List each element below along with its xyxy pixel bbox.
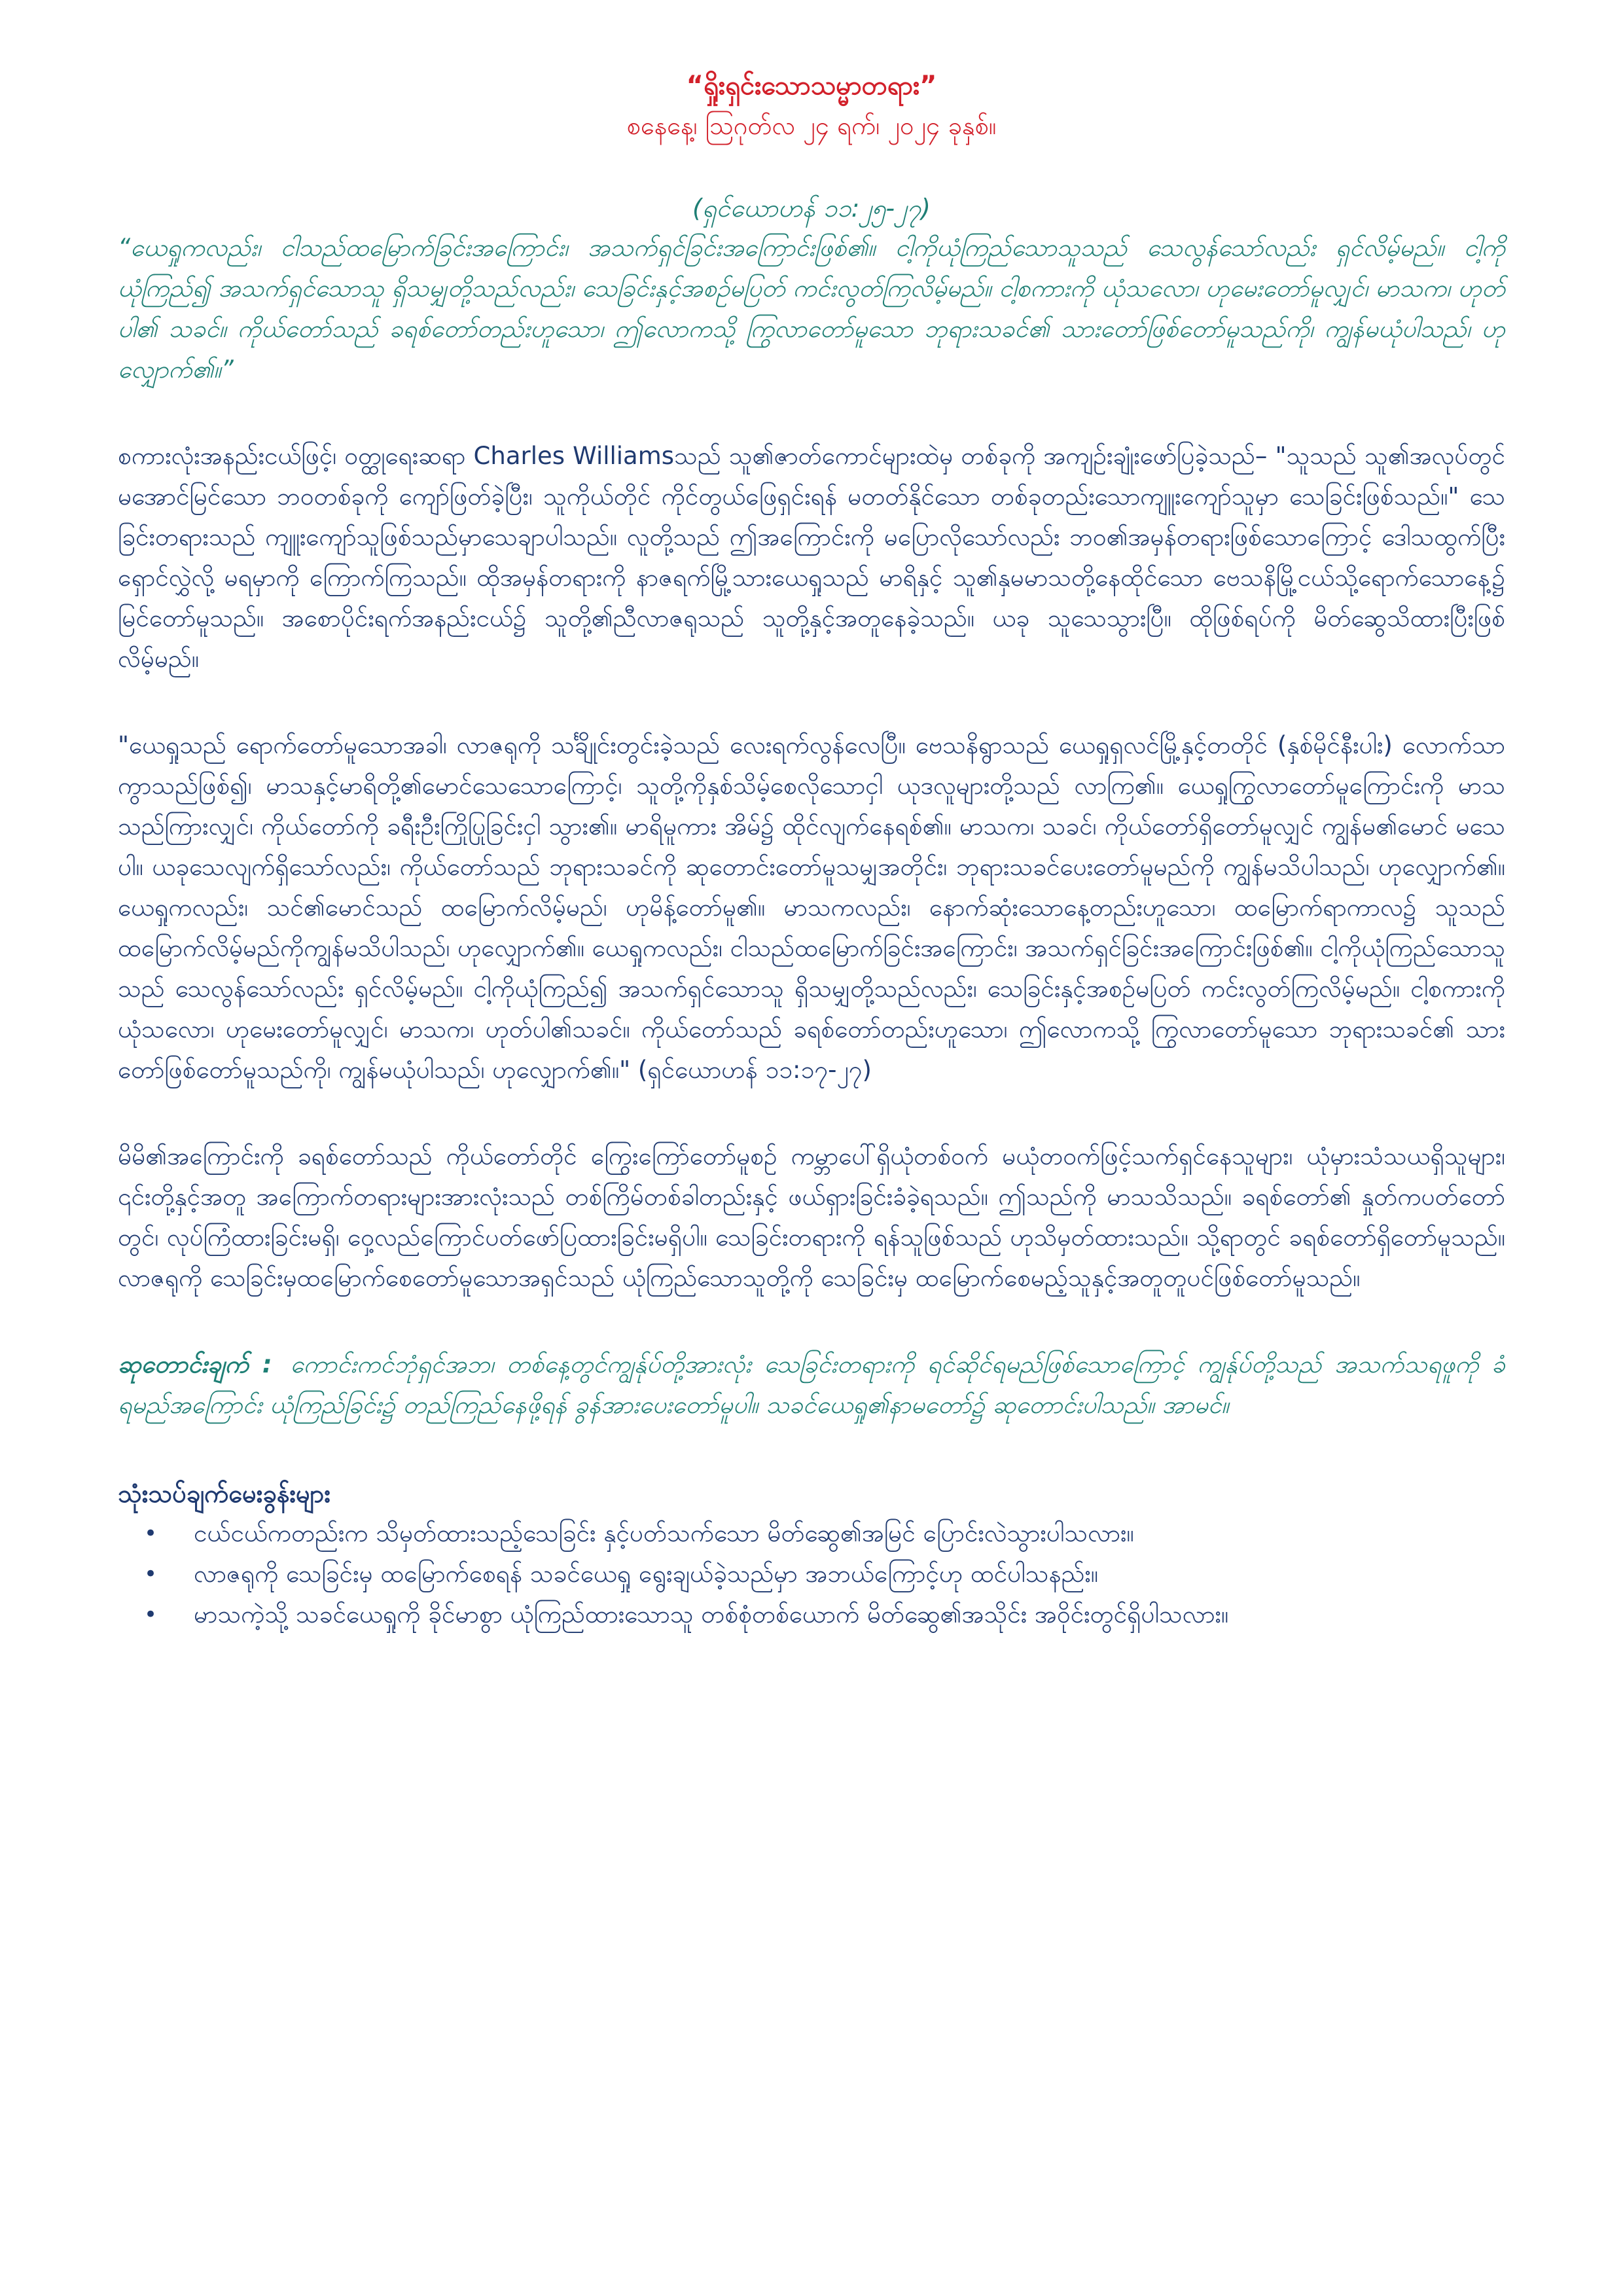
prayer-text: ကောင်းကင်ဘုံရှင်အဘ၊ တစ်နေ့တွင်ကျွန်ုပ်တို့အားလုံး သေခြင်းတရားကို ရင်ဆိုင်ရမည်ဖြစ်သောကြောင့် ကျွန်ုပ်တို့သည် အသက်သရဖူကို ခံရမည်အကြောင်း ယုံကြည်ခြင်း၌ တည်ကြည်နေဖို့ရန် ခွန်အားပေးတော်မူပါ။ သခင်ယေရှု၏နာမတော်၌ ဆုတောင်းပါသည်။ အာမင်။	[118, 1350, 1505, 1419]
questions-list	[118, 1513, 1505, 1635]
bullet-icon: •	[144, 1602, 158, 1628]
devotional-date: စနေနေ့၊ ဩဂုတ်လ ၂၄ ရက်၊ ၂၀၂၄ ခုနှစ်။	[626, 111, 997, 140]
body-paragraph-1: စကားလုံးအနည်းငယ်ဖြင့်၊ ဝတ္ထုရေးဆရာ Charles Williamsသည် သူ၏ဇာတ်ကောင်များထဲမှ တစ်ခုကို အကျဉ်းချုံးဖော်ပြခဲ့သည်– "သူသည် သူ၏အလုပ်တွင်မအောင်မြင်သော ဘဝတစ်ခုကို ကျော်ဖြတ်ခဲ့ပြီး၊ သူကိုယ်တိုင် ကိုင်တွယ်ဖြေရှင်းရန် မတတ်နိုင်သော တစ်ခုတည်းသောကျူးကျော်သူမှာ သေခြင်းဖြစ်သည်။" သေခြင်းတရားသည် ကျူးကျော်သူဖြစ်သည်မှာသေချာပါသည်။ လူတို့သည် ဤအကြောင်းကို မပြောလိုသော်လည်း ဘဝ၏အမှန်တရားဖြစ်သောကြောင့် ဒေါသထွက်ပြီးရှောင်လွှဲလို့ မရမှာကို ကြောက်ကြသည်။ ထိုအမှန်တရားကို နာဇရက်မြို့သားယေရှုသည် မာရိနှင့် သူ၏နှမမာသတို့နေထိုင်သော ဗေသနိမြို့ငယ်သို့ရောက်သောနေ့၌ မြင်တော်မူသည်။ အစောပိုင်းရက်အနည်းငယ်၌ သူတို့၏ညီလာဇရုသည် သူတို့နှင့်အတူနေခဲ့သည်။ ယခု သူသေသွားပြီ။ ထိုဖြစ်ရပ်ကို မိတ်ဆွေသိထားပြီးဖြစ်လိမ့်မည်။	[118, 442, 1505, 673]
scripture-text: “ယေရှုကလည်း၊ ငါသည်ထမြောက်ခြင်းအကြောင်း၊ အသက်ရှင်ခြင်းအကြောင်းဖြစ်၏။ ငါ့ကိုယုံကြည်သောသူသည် သေလွန်သော်လည်း ရှင်လိမ့်မည်။ ငါ့ကိုယုံကြည်၍ အသက်ရှင်သောသူ ရှိသမျှတို့သည်လည်း၊ သေခြင်းနှင့်အစဉ်မပြတ် ကင်းလွတ်ကြလိမ့်မည်။ ငါ့စကားကို ယုံသလော၊ ဟုမေးတော်မူလျှင်၊ မာသက၊ ဟုတ်ပါ၏ သခင်။ ကိုယ်တော်သည် ခရစ်တော်တည်းဟူသော၊ ဤလောကသို့ ကြွလာတော်မူသော ဘုရားသခင်၏ သားတော်ဖြစ်တော်မူသည်ကို၊ ကျွန်မယုံပါသည်၊ ဟုလျှောက်၏။”	[118, 234, 1505, 384]
question-text: ငယ်ငယ်ကတည်းက သိမှတ်ထားသည့်သေခြင်း နှင့်ပတ်သက်သော မိတ်ဆွေ၏အမြင် ပြောင်းလဲသွားပါသလား။	[194, 1519, 1134, 1547]
body-paragraph-3: မိမိ၏အကြောင်းကို ခရစ်တော်သည် ကိုယ်တော်တိုင် ကြွေးကြော်တော်မူစဉ် ကမ္ဘာပေါ်ရှိယုံတစ်ဝက် မယုံတဝက်ဖြင့်သက်ရှင်နေသူများ၊ ယုံမှားသံသယရှိသူများ၊ ၎င်းတို့နှင့်အတူ အကြောက်တရားများအားလုံးသည် တစ်ကြိမ်တစ်ခါတည်းနှင့် ဖယ်ရှားခြင်းခံခဲ့ရသည်။ ဤသည်ကို မာသသိသည်။ ခရစ်တော်၏ နှုတ်ကပတ်တော်တွင်၊ လုပ်ကြံထားခြင်းမရှိ၊ ဝှေ့လည်ကြောင်ပတ်ဖော်ပြထားခြင်းမရှိပါ။ သေခြင်းတရားကို ရန်သူဖြစ်သည် ဟုသိမှတ်ထားသည်။ သို့ရာတွင် ခရစ်တော်ရှိတော်မူသည်။ လာဇရုကို သေခြင်းမှထမြောက်စေတော်မူသောအရှင်သည် ယုံကြည်သောသူတို့ကို သေခြင်းမှ ထမြောက်စေမည့်သူနှင့်အတူတူပင်ဖြစ်တော်မူသည်။	[118, 1142, 1505, 1292]
bullet-icon: •	[144, 1561, 158, 1587]
list-item	[144, 1594, 1505, 1635]
list-item	[144, 1513, 1505, 1554]
question-text: လာဇရုကို သေခြင်းမှ ထမြောက်စေရန် သခင်ယေရှု ရွေးချယ်ခဲ့သည်မှာ အဘယ်ကြောင့်ဟု ထင်ပါသနည်း။	[194, 1560, 1098, 1588]
questions-heading: သုံးသပ်ချက်မေးခွန်းများ	[118, 1479, 331, 1508]
scripture-reference: (ရှင်ယောဟန် ၁၁:၂၅-၂၇)	[692, 194, 931, 223]
list-item	[144, 1554, 1505, 1594]
prayer-separator: :	[262, 1350, 272, 1378]
prayer-label	[118, 1350, 272, 1378]
devotional-page	[118, 65, 1505, 1635]
devotional-title: “ရှိုးရှင်းသောသမ္မာတရား”	[686, 71, 937, 101]
body-paragraph-2: "ယေရှုသည် ရောက်တော်မူသောအခါ၊ လာဇရုကို သင်္ချိုင်းတွင်းခဲ့သည် လေးရက်လွန်လေပြီ။ ဗေသနိရွာသည် ယေရှုရှလင်မြို့နှင့်တတိုင် (နှစ်မိုင်နီးပါး) လောက်သာ ကွာသည်ဖြစ်၍၊ မာသနှင့်မာရိတို့၏မောင်သေသောကြောင့်၊ သူတို့ကိုနှစ်သိမ့်စေလိုသောငှါ ယုဒလူများတို့သည် လာကြ၏။ ယေရှုကြွလာတော်မူကြောင်းကို မာသသည်ကြားလျှင်၊ ကိုယ်တော်ကို ခရီးဦးကြိုပြုခြင်းငှါ သွား၏။ မာရိမူကား အိမ်၌ ထိုင်လျက်နေရစ်၏။ မာသက၊ သခင်၊ ကိုယ်တော်ရှိတော်မူလျှင် ကျွန်မ၏မောင် မသေပါ။ ယခုသေလျက်ရှိသော်လည်း၊ ကိုယ်တော်သည် ဘုရားသခင်ကို ဆုတောင်းတော်မူသမျှအတိုင်း၊ ဘုရားသခင်ပေးတော်မူမည်ကို ကျွန်မသိပါသည်၊ ဟုလျှောက်၏။ ယေရှုကလည်း၊ သင်၏မောင်သည် ထမြောက်လိမ့်မည်၊ ဟုမိန့်တော်မူ၏။ မာသကလည်း၊ နောက်ဆုံးသောနေ့တည်းဟူသော၊ ထမြောက်ရာကာလ၌ သူသည်ထမြောက်လိမ့်မည်ကိုကျွန်မသိပါသည်၊ ဟုလျှောက်၏။ ယေရှုကလည်း၊ ငါသည်ထမြောက်ခြင်းအကြောင်း၊ အသက်ရှင်ခြင်းအကြောင်းဖြစ်၏။ ငါ့ကိုယုံကြည်သောသူသည် သေလွန်သော်လည်း ရှင်လိမ့်မည်။ ငါ့ကိုယုံကြည်၍ အသက်ရှင်သောသူ ရှိသမျှတို့သည်လည်း၊ သေခြင်းနှင့်အစဉ်မပြတ် ကင်းလွတ်ကြလိမ့်မည်။ ငါ့စကားကို ယုံသလော၊ ဟုမေးတော်မူလျှင်၊ မာသက၊ ဟုတ်ပါ၏သခင်။ ကိုယ်တော်သည် ခရစ်တော်တည်းဟူသော၊ ဤလောကသို့ ကြွလာတော်မူသော ဘုရားသခင်၏ သားတော်ဖြစ်တော်မူသည်ကို၊ ကျွန်မယုံပါသည်၊ ဟုလျှောက်၏။" (ရှင်ယောဟန် ၁၁:၁၇-၂၇)	[118, 731, 1506, 1084]
bullet-icon: •	[144, 1520, 158, 1547]
prayer-label-text: ဆုတောင်းချက်	[118, 1350, 249, 1378]
prayer-block	[118, 1344, 1505, 1426]
question-text: မာသကဲ့သို့ သခင်ယေရှုကို ခိုင်မာစွာ ယုံကြည်ထားသောသူ တစ်စုံတစ်ယောက် မိတ်ဆွေ၏အသိုင်း အဝိုင်းတွင်ရှိပါသလား။	[194, 1600, 1229, 1628]
